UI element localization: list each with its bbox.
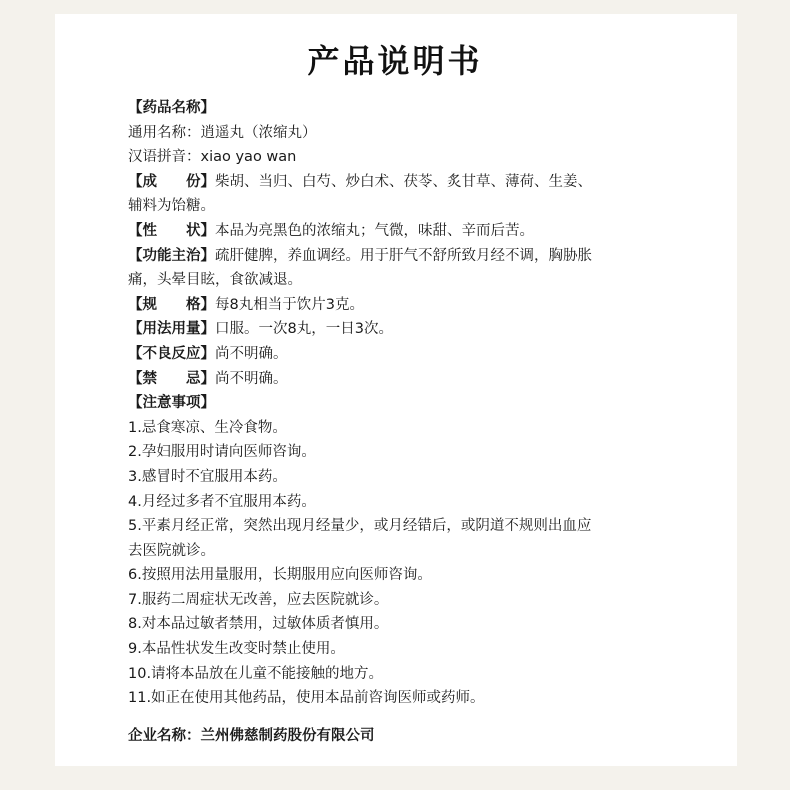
- properties-section: [128, 219, 668, 244]
- precaution-item: 4.月经过多者不宜服用本药。: [128, 493, 316, 510]
- usage-label: 【用法用量】: [128, 321, 215, 338]
- contraindications-label: 【禁 忌】: [128, 370, 215, 387]
- precaution-item: 8.对本品过敏者禁用，过敏体质者慎用。: [128, 616, 389, 633]
- indications-continued: 痛，头晕目眩，食欲减退。: [128, 272, 302, 289]
- precaution-item: 11.如正在使用其他药品，使用本品前咨询医师或药师。: [128, 690, 485, 707]
- ingredients-text: 柴胡、当归、白芍、炒白术、茯苓、炙甘草、薄荷、生姜、: [215, 173, 592, 190]
- specification-section: [128, 293, 668, 318]
- precaution-item: 9.本品性状发生改变时禁止使用。: [128, 641, 345, 658]
- document-title: 产品说明书: [307, 42, 483, 80]
- generic-name: 通用名称：逍遥丸（浓缩丸）: [128, 124, 317, 141]
- drug-name-heading: 【药品名称】: [128, 100, 215, 116]
- indications-label: 【功能主治】: [128, 247, 215, 264]
- precaution-item-continued: 去医院就诊。: [128, 542, 215, 559]
- properties-text: 本品为亮黑色的浓缩丸；气微，味甜、辛而后苦。: [215, 222, 534, 239]
- precaution-item: 2.孕妇服用时请向医师咨询。: [128, 444, 316, 461]
- adverse-label: 【不良反应】: [128, 345, 215, 362]
- properties-label: 【性 状】: [128, 222, 215, 239]
- usage-text: 口服。一次8丸，一日3次。: [215, 321, 393, 338]
- company-name: 企业名称：兰州佛慈制药股份有限公司: [128, 728, 375, 744]
- ingredients-label: 【成 份】: [128, 173, 215, 190]
- indications-section: [128, 244, 668, 269]
- adverse-text: 尚不明确。: [215, 345, 288, 362]
- precaution-item: 3.感冒时不宜服用本药。: [128, 468, 287, 485]
- pinyin-name: 汉语拼音：xiao yao wan: [128, 149, 297, 166]
- ingredients-continued: 辅料为饴糖。: [128, 198, 215, 215]
- specification-label: 【规 格】: [128, 296, 215, 313]
- precaution-item: 5.平素月经正常，突然出现月经量少，或月经错后，或阴道不规则出血应: [128, 518, 592, 535]
- precaution-item: 10.请将本品放在儿童不能接触的地方。: [128, 665, 384, 682]
- usage-section: [128, 317, 668, 342]
- precaution-item: 1.忌食寒凉、生冷食物。: [128, 419, 287, 436]
- indications-text: 疏肝健脾，养血调经。用于肝气不舒所致月经不调，胸胁胀: [215, 247, 592, 264]
- precaution-item: 7.服药二周症状无改善，应去医院就诊。: [128, 591, 389, 608]
- document-body: [128, 96, 668, 711]
- precautions-heading: 【注意事项】: [128, 395, 215, 412]
- contraindications-text: 尚不明确。: [215, 370, 288, 387]
- specification-text: 每8丸相当于饮片3克。: [215, 296, 364, 313]
- precaution-item: 6.按照用法用量服用，长期服用应向医师咨询。: [128, 567, 432, 584]
- adverse-section: [128, 342, 668, 367]
- ingredients-section: [128, 170, 668, 195]
- contraindications-section: [128, 367, 668, 392]
